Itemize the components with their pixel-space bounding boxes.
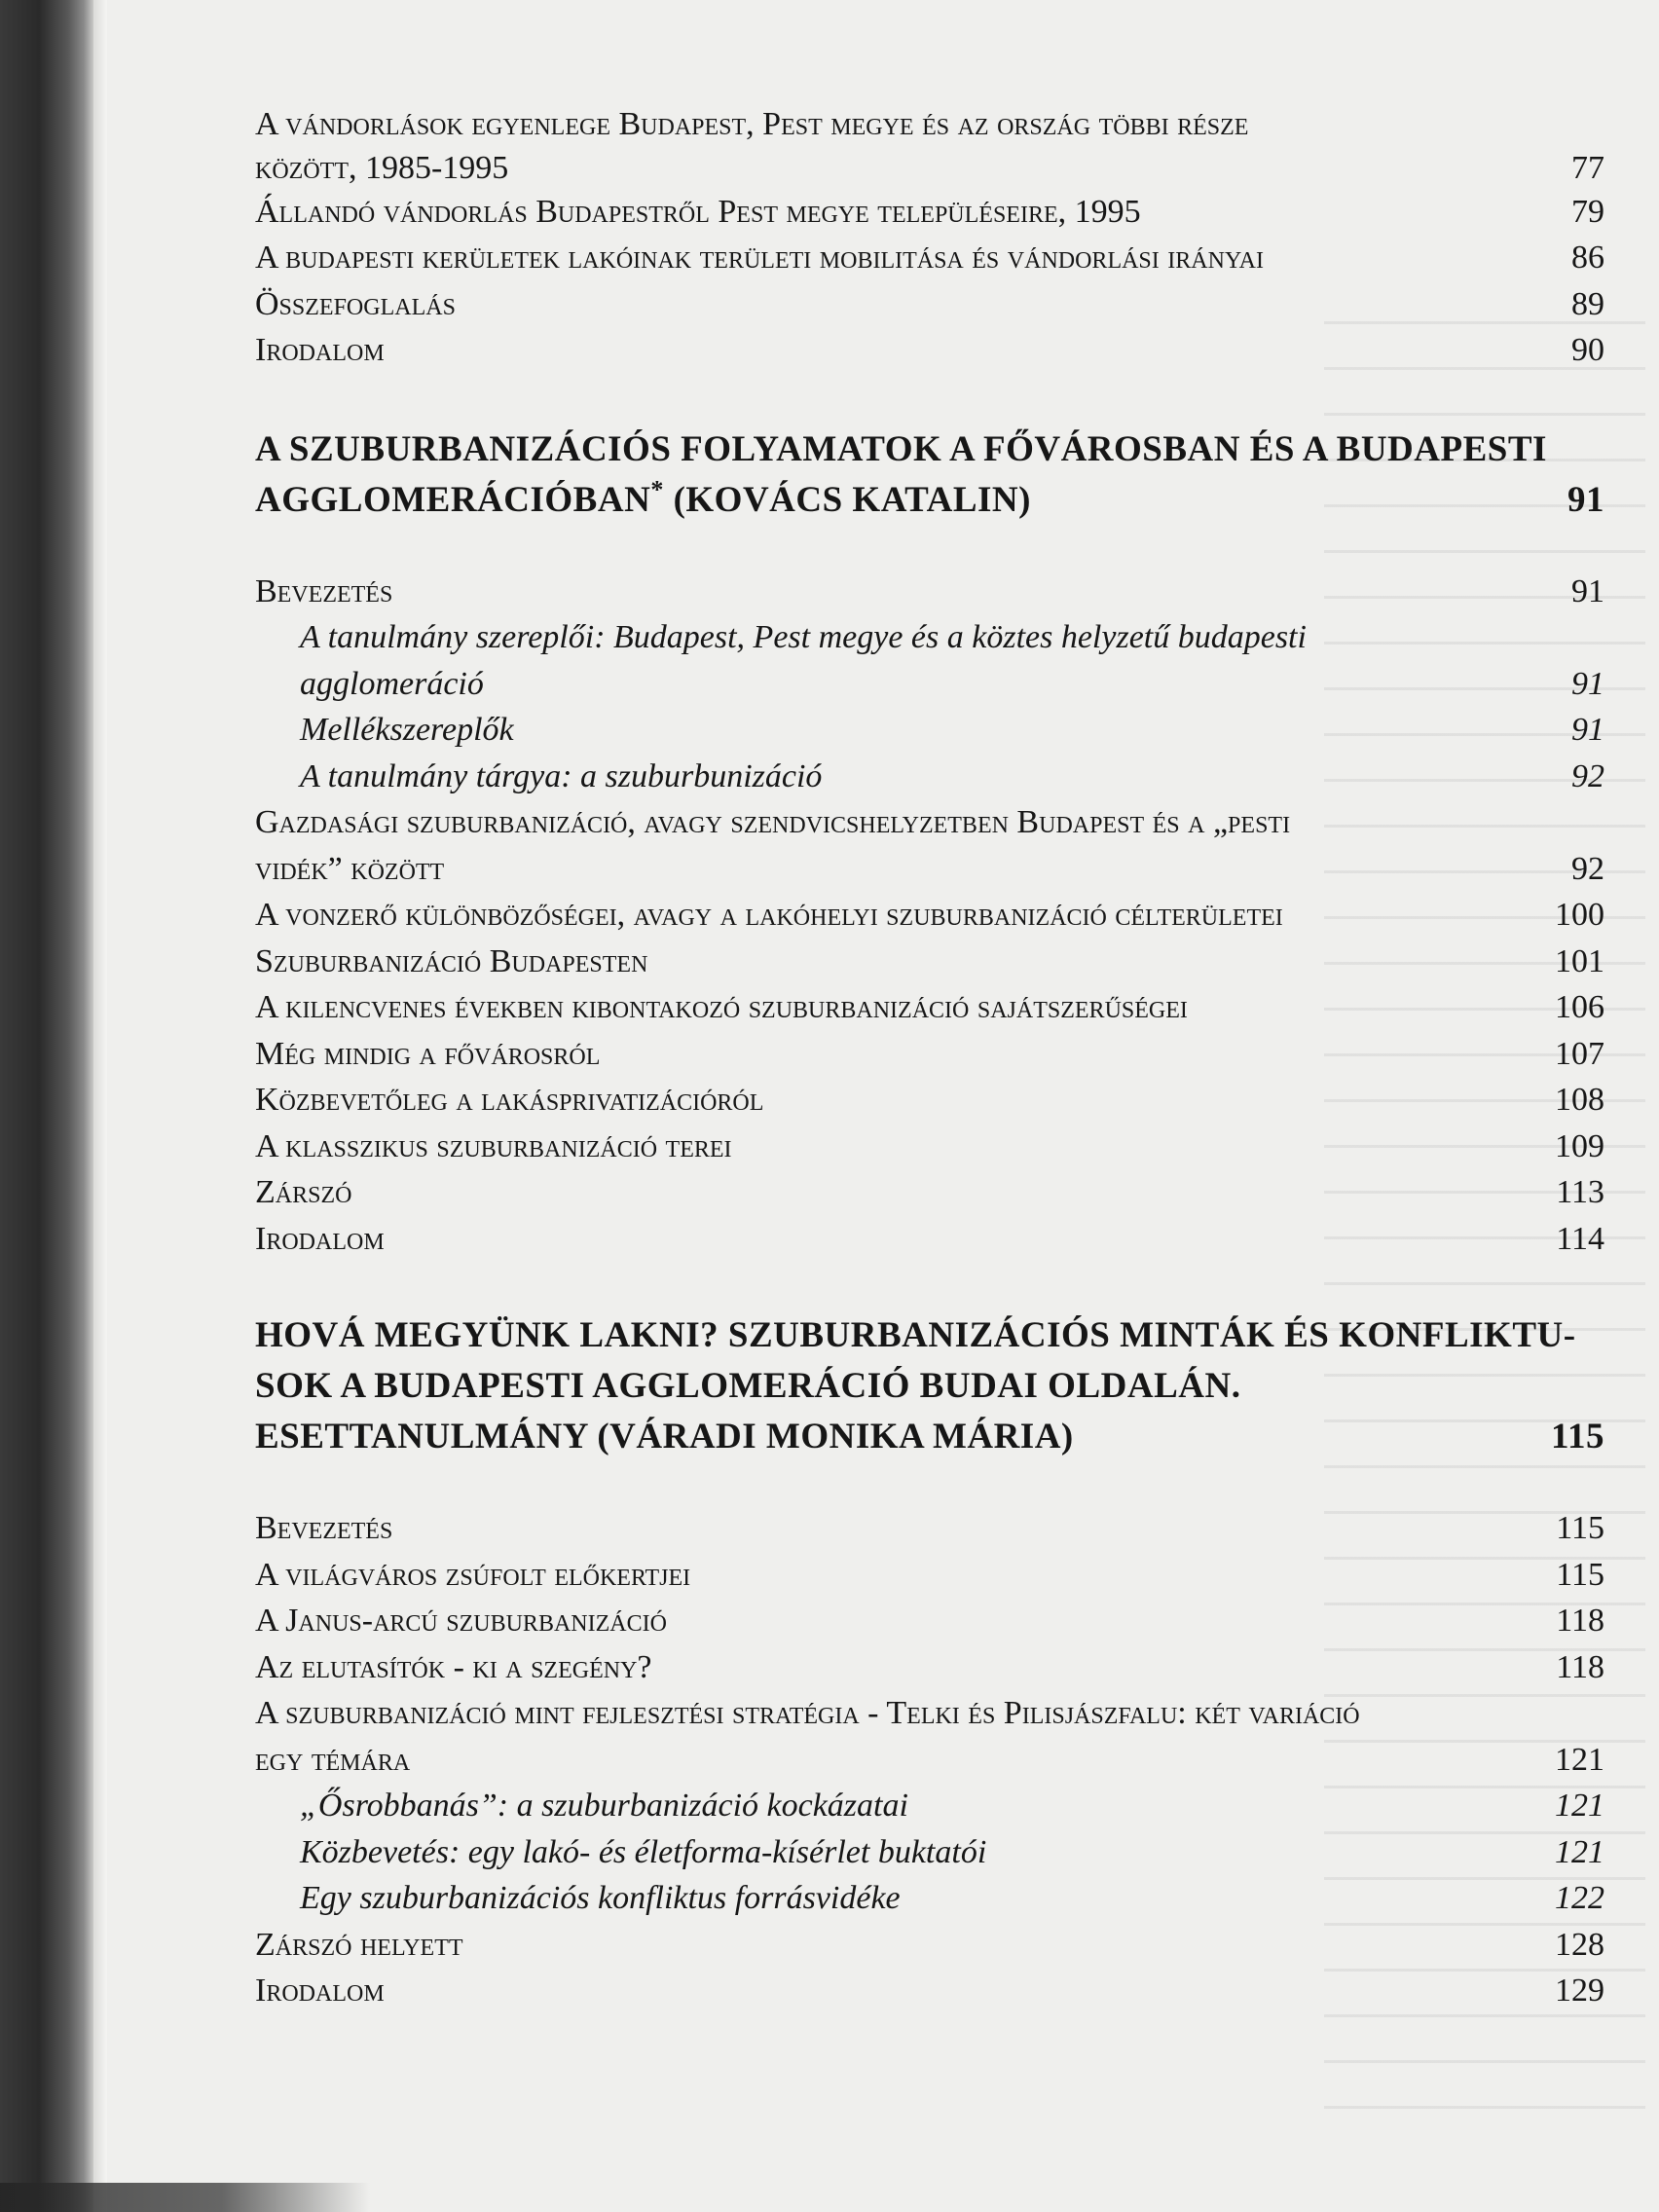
entry-page: 77	[1571, 149, 1604, 186]
entry-page: 118	[1556, 1603, 1604, 1639]
toc-entry	[255, 1737, 1604, 1784]
chapter-page: 115	[1551, 1417, 1604, 1456]
chapter-title-text: AGGLOMERÁCIÓBAN	[255, 479, 651, 520]
toc-entry	[255, 1031, 1604, 1078]
entry-page: 107	[1555, 1035, 1604, 1072]
toc-entry	[255, 984, 1604, 1031]
toc-entry	[255, 939, 1604, 985]
entry-page: 86	[1571, 240, 1604, 276]
entry-title: A klasszikus szuburbanizáció terei	[255, 1127, 732, 1164]
watermark-strip	[0, 2183, 370, 2212]
entry-title: A világváros zsúfolt előkertjei	[255, 1556, 691, 1593]
toc-subentry	[255, 754, 1604, 800]
chapter-title-line	[255, 475, 1604, 526]
toc-entry	[255, 1598, 1604, 1644]
entry-page: 92	[1571, 850, 1604, 887]
toc-entry	[255, 569, 1604, 615]
footnote-marker: *	[650, 475, 664, 504]
entry-title: A tanulmány szereplői: Budapest, Pest megye és a köztes helyzetű budapesti	[300, 619, 1307, 655]
toc-subentry	[255, 1875, 1604, 1922]
toc-entry	[255, 1968, 1604, 2014]
chapter-title-line	[255, 1310, 1604, 1361]
entry-title: Még mindig a fővárosról	[255, 1035, 601, 1072]
entry-title: Összefoglalás	[255, 285, 456, 322]
toc-entry	[255, 281, 1604, 328]
entry-page: 90	[1571, 332, 1604, 368]
entry-page: 91	[1571, 665, 1604, 702]
entry-title: A Janus-arcú szuburbanizáció	[255, 1603, 667, 1639]
chapter-title-line	[255, 1361, 1604, 1412]
chapter-title-text: ESETTANULMÁNY (VÁRADI MONIKA MÁRIA)	[255, 1417, 1074, 1456]
entry-page: 91	[1571, 572, 1604, 609]
entry-title: Irodalom	[255, 332, 385, 368]
entry-page: 89	[1571, 285, 1604, 322]
entry-page: 109	[1555, 1127, 1604, 1164]
entry-page: 101	[1555, 942, 1604, 979]
toc-subentry	[255, 1829, 1604, 1876]
toc-entry	[255, 846, 1604, 893]
entry-page: 108	[1555, 1082, 1604, 1118]
entry-title: A tanulmány tárgya: a szuburbunizáció	[300, 757, 823, 794]
toc-entry	[255, 327, 1604, 374]
toc-entry	[255, 799, 1604, 846]
entry-title: vidék” között	[255, 850, 445, 887]
toc-entry	[255, 189, 1604, 236]
entry-page: 115	[1556, 1556, 1604, 1593]
entry-title: Gazdasági szuburbanizáció, avagy szendvicshelyzetben Budapest és a „pesti	[255, 804, 1291, 840]
entry-title: Állandó vándorlás Budapestről Pest megye településeire, 1995	[255, 193, 1141, 230]
entry-page: 115	[1556, 1510, 1604, 1546]
entry-title: Szuburbanizáció Budapesten	[255, 942, 648, 979]
entry-title: Az elutasítók - ki a szegény?	[255, 1648, 652, 1685]
entry-page: 92	[1571, 757, 1604, 794]
toc-entry	[255, 1216, 1604, 1263]
toc-entry	[255, 892, 1604, 939]
entry-title: Közbevetőleg a lakásprivatizációról	[255, 1082, 764, 1118]
toc-subentry	[255, 707, 1604, 754]
entry-page: 91	[1571, 712, 1604, 748]
entry-title: között, 1985-1995	[255, 149, 509, 186]
entry-page: 118	[1556, 1648, 1604, 1685]
toc-entry	[255, 1124, 1604, 1170]
toc-block-2	[255, 569, 1604, 1263]
entry-title: A kilencvenes években kibontakozó szuburbanizáció sajátszerűségei	[255, 989, 1188, 1025]
entry-title: Egy szuburbanizációs konfliktus forrásvidéke	[300, 1880, 901, 1916]
toc-entry	[255, 1505, 1604, 1552]
toc-entry	[255, 148, 1604, 189]
chapter-page: 91	[1567, 479, 1604, 520]
chapter-title-text: A SZUBURBANIZÁCIÓS FOLYAMATOK A FŐVÁROSBAN ÉS A BUDAPESTI	[255, 428, 1547, 469]
page-edge	[93, 0, 107, 2212]
toc-entry	[255, 1644, 1604, 1691]
entry-title: Zárszó helyett	[255, 1926, 463, 1963]
entry-title: „Ősrobbanás”: a szuburbanizáció kockázatai	[300, 1788, 908, 1824]
toc-subentry	[255, 1783, 1604, 1829]
entry-page: 122	[1555, 1880, 1604, 1916]
entry-page: 121	[1555, 1788, 1604, 1824]
entry-page: 121	[1555, 1741, 1604, 1778]
entry-title: egy témára	[255, 1741, 411, 1778]
chapter-title-line	[255, 424, 1604, 475]
entry-title: Irodalom	[255, 1220, 385, 1257]
toc-entry	[255, 1922, 1604, 1969]
entry-page: 106	[1555, 989, 1604, 1025]
toc-subentry	[255, 614, 1604, 661]
entry-page: 114	[1556, 1220, 1604, 1257]
toc-entry	[255, 1169, 1604, 1216]
chapter-heading-2	[255, 1310, 1604, 1462]
chapter-title-text: HOVÁ MEGYÜNK LAKNI? SZUBURBANIZÁCIÓS MINTÁK ÉS KONFLIKTU-	[255, 1315, 1576, 1355]
entry-title: Bevezetés	[255, 572, 393, 609]
entry-title: Zárszó	[255, 1174, 352, 1210]
chapter-heading-1	[255, 424, 1604, 526]
toc-entry	[255, 1690, 1604, 1737]
entry-page: 113	[1556, 1174, 1604, 1210]
book-spine-shadow	[0, 0, 93, 2212]
entry-page: 129	[1555, 1972, 1604, 2009]
toc-entry	[255, 101, 1604, 148]
toc-block-3	[255, 1505, 1604, 2014]
entry-title: A vándorlások egyenlege Budapest, Pest megye és az ország többi része	[255, 106, 1249, 142]
chapter-author: (KOVÁCS KATALIN)	[663, 479, 1031, 520]
entry-title: Közbevetés: egy lakó- és életforma-kísérlet buktatói	[300, 1833, 987, 1870]
toc-block-1	[255, 101, 1604, 374]
entry-title: agglomeráció	[300, 665, 484, 702]
toc-entry	[255, 1077, 1604, 1124]
toc-entry	[255, 235, 1604, 281]
entry-title: Bevezetés	[255, 1510, 393, 1546]
chapter-title-text: SOK A BUDAPESTI AGGLOMERÁCIÓ BUDAI OLDALÁN.	[255, 1366, 1241, 1406]
entry-title: A szuburbanizáció mint fejlesztési stratégia - Telki és Pilisjászfalu: két variáció	[255, 1695, 1360, 1731]
entry-page: 100	[1555, 897, 1604, 933]
toc-subentry	[255, 661, 1604, 708]
entry-page: 121	[1555, 1833, 1604, 1870]
entry-page: 128	[1555, 1926, 1604, 1963]
table-of-contents	[255, 101, 1604, 2014]
toc-entry	[255, 1552, 1604, 1599]
entry-title: A vonzerő különbözőségei, avagy a lakóhelyi szuburbanizáció célterületei	[255, 897, 1283, 933]
entry-title: Mellékszereplők	[300, 712, 514, 748]
entry-title: A budapesti kerületek lakóinak területi mobilitása és vándorlási irányai	[255, 240, 1264, 276]
entry-title: Irodalom	[255, 1972, 385, 2009]
entry-page: 79	[1571, 193, 1604, 230]
chapter-title-line	[255, 1412, 1604, 1462]
